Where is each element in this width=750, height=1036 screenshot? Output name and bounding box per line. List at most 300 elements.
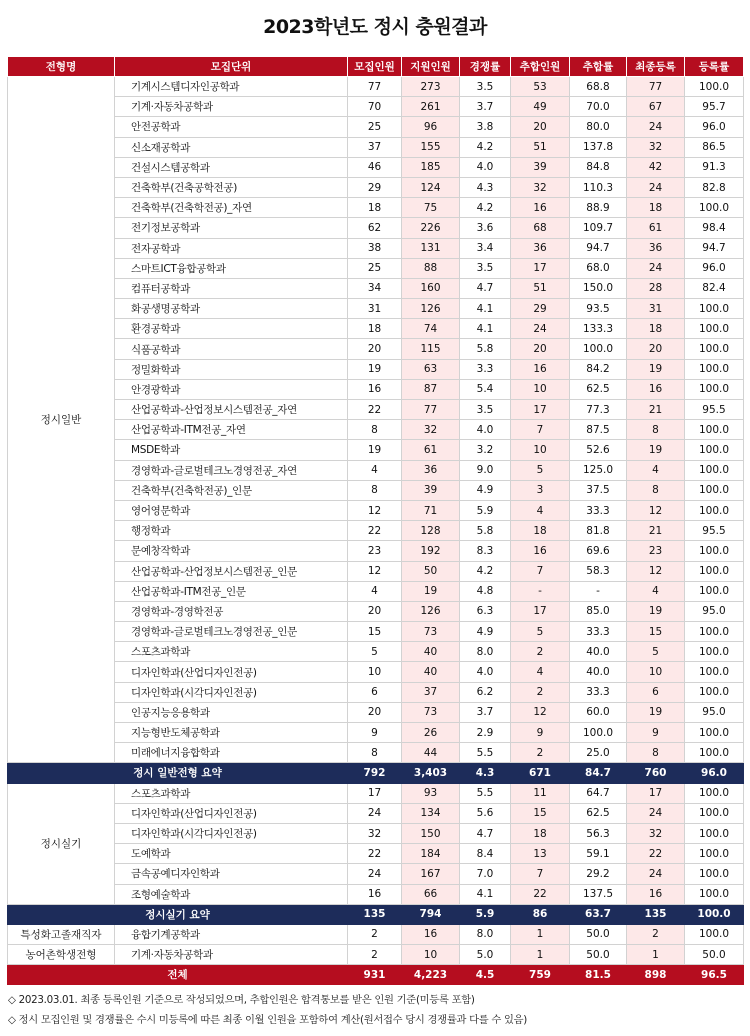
- summary-value: 760: [627, 763, 685, 783]
- unit-name-cell: 지능형반도체공학과: [115, 723, 348, 743]
- value-cell: 63: [402, 359, 460, 379]
- value-cell: 5: [511, 622, 570, 642]
- value-cell: 32: [348, 823, 402, 843]
- value-cell: 19: [627, 440, 685, 460]
- value-cell: 4.2: [460, 561, 511, 581]
- value-cell: 31: [348, 299, 402, 319]
- value-cell: 18: [627, 198, 685, 218]
- unit-name-cell: 컴퓨터공학과: [115, 278, 348, 298]
- value-cell: 60.0: [570, 702, 627, 722]
- value-cell: 64.7: [570, 783, 627, 803]
- value-cell: 2.9: [460, 723, 511, 743]
- table-row: [8, 379, 744, 399]
- value-cell: 100.0: [685, 803, 744, 823]
- unit-name-cell: 경영학과-경영학전공: [115, 601, 348, 621]
- total-value: 96.5: [685, 965, 744, 985]
- value-cell: 126: [402, 601, 460, 621]
- value-cell: 137.8: [570, 137, 627, 157]
- value-cell: 100.0: [685, 884, 744, 904]
- value-cell: 124: [402, 177, 460, 197]
- value-cell: 37: [402, 682, 460, 702]
- unit-name-cell: 전기정보공학과: [115, 218, 348, 238]
- value-cell: 26: [402, 723, 460, 743]
- value-cell: 84.8: [570, 157, 627, 177]
- value-cell: 3.4: [460, 238, 511, 258]
- unit-name-cell: 건축학부(건축공학전공): [115, 177, 348, 197]
- value-cell: 100.0: [685, 844, 744, 864]
- value-cell: 10: [348, 662, 402, 682]
- value-cell: 3.5: [460, 77, 511, 97]
- table-row: [8, 702, 744, 722]
- value-cell: 19: [627, 601, 685, 621]
- value-cell: 2: [627, 924, 685, 944]
- value-cell: 6.2: [460, 682, 511, 702]
- value-cell: 20: [511, 339, 570, 359]
- value-cell: 95.5: [685, 521, 744, 541]
- value-cell: 5: [511, 460, 570, 480]
- value-cell: 8: [348, 420, 402, 440]
- table-row: [8, 117, 744, 137]
- value-cell: 71: [402, 500, 460, 520]
- value-cell: 4.1: [460, 319, 511, 339]
- value-cell: 100.0: [685, 662, 744, 682]
- value-cell: 100.0: [685, 642, 744, 662]
- value-cell: 18: [627, 319, 685, 339]
- value-cell: 4.9: [460, 622, 511, 642]
- value-cell: 24: [627, 864, 685, 884]
- table-row: [8, 682, 744, 702]
- value-cell: 19: [627, 359, 685, 379]
- value-cell: 6: [627, 682, 685, 702]
- value-cell: 3.7: [460, 97, 511, 117]
- unit-name-cell: 안경광학과: [115, 379, 348, 399]
- value-cell: 62.5: [570, 803, 627, 823]
- value-cell: 137.5: [570, 884, 627, 904]
- value-cell: 17: [511, 601, 570, 621]
- value-cell: 39: [402, 480, 460, 500]
- value-cell: 4.1: [460, 884, 511, 904]
- value-cell: 226: [402, 218, 460, 238]
- value-cell: 4.7: [460, 278, 511, 298]
- value-cell: 167: [402, 864, 460, 884]
- value-cell: 9: [511, 723, 570, 743]
- unit-name-cell: 영어영문학과: [115, 500, 348, 520]
- value-cell: 82.8: [685, 177, 744, 197]
- table-row: [8, 924, 744, 944]
- table-row: [8, 521, 744, 541]
- value-cell: 12: [348, 561, 402, 581]
- value-cell: 4.7: [460, 823, 511, 843]
- value-cell: 59.1: [570, 844, 627, 864]
- value-cell: 29: [511, 299, 570, 319]
- value-cell: 22: [511, 884, 570, 904]
- column-header: 전형명: [8, 57, 115, 77]
- value-cell: 3.3: [460, 359, 511, 379]
- value-cell: 40.0: [570, 662, 627, 682]
- summary-label: 정시 일반전형 요약: [8, 763, 348, 783]
- unit-name-cell: 산업공학과-ITM전공_인문: [115, 581, 348, 601]
- total-value: 759: [511, 965, 570, 985]
- value-cell: 16: [627, 884, 685, 904]
- table-row: [8, 723, 744, 743]
- value-cell: 8.0: [460, 924, 511, 944]
- unit-name-cell: 디자인학과(시각디자인전공): [115, 682, 348, 702]
- value-cell: 4.1: [460, 299, 511, 319]
- value-cell: 22: [348, 400, 402, 420]
- value-cell: 20: [348, 702, 402, 722]
- value-cell: 38: [348, 238, 402, 258]
- value-cell: 24: [348, 803, 402, 823]
- value-cell: 31: [627, 299, 685, 319]
- table-row: [8, 823, 744, 843]
- value-cell: 9.0: [460, 460, 511, 480]
- table-row: [8, 258, 744, 278]
- category-cell: 특성화고졸재직자: [8, 924, 115, 944]
- value-cell: 15: [627, 622, 685, 642]
- total-row: [8, 965, 744, 985]
- value-cell: 4.0: [460, 662, 511, 682]
- unit-name-cell: 디자인학과(시각디자인전공): [115, 823, 348, 843]
- value-cell: 100.0: [570, 339, 627, 359]
- total-value: 81.5: [570, 965, 627, 985]
- value-cell: 32: [402, 420, 460, 440]
- value-cell: 8: [627, 480, 685, 500]
- value-cell: 100.0: [685, 622, 744, 642]
- unit-name-cell: 산업공학과-산업정보시스템전공_인문: [115, 561, 348, 581]
- value-cell: 16: [511, 198, 570, 218]
- value-cell: 1: [627, 945, 685, 965]
- table-row: [8, 238, 744, 258]
- value-cell: 93: [402, 783, 460, 803]
- value-cell: 3: [511, 480, 570, 500]
- value-cell: -: [570, 581, 627, 601]
- value-cell: 5.4: [460, 379, 511, 399]
- column-header: 모집인원: [348, 57, 402, 77]
- value-cell: 100.0: [685, 440, 744, 460]
- table-row: [8, 157, 744, 177]
- table-row: [8, 743, 744, 763]
- value-cell: 4.0: [460, 420, 511, 440]
- table-row: [8, 945, 744, 965]
- value-cell: 68.0: [570, 258, 627, 278]
- value-cell: 2: [348, 945, 402, 965]
- value-cell: 10: [402, 945, 460, 965]
- unit-name-cell: 건축학부(건축학전공)_인문: [115, 480, 348, 500]
- value-cell: 22: [348, 844, 402, 864]
- column-header: 추합인원: [511, 57, 570, 77]
- value-cell: 25: [348, 117, 402, 137]
- value-cell: 58.3: [570, 561, 627, 581]
- summary-row: [8, 763, 744, 783]
- table-row: [8, 400, 744, 420]
- unit-name-cell: 건축학부(건축학전공)_자연: [115, 198, 348, 218]
- table-row: [8, 884, 744, 904]
- value-cell: 85.0: [570, 601, 627, 621]
- value-cell: 133.3: [570, 319, 627, 339]
- value-cell: 3.7: [460, 702, 511, 722]
- unit-name-cell: 조형예술학과: [115, 884, 348, 904]
- value-cell: 16: [402, 924, 460, 944]
- total-value: 898: [627, 965, 685, 985]
- value-cell: 84.2: [570, 359, 627, 379]
- summary-value: 4.3: [460, 763, 511, 783]
- value-cell: 6: [348, 682, 402, 702]
- total-value: 4,223: [402, 965, 460, 985]
- value-cell: 100.0: [685, 460, 744, 480]
- value-cell: 2: [511, 743, 570, 763]
- table-row: [8, 864, 744, 884]
- footnote: ◇ 정시 모집인원 및 경쟁률은 수시 미등록에 따른 최종 이월 인원을 포함하여 계산(원서접수 당시 경쟁률과 다를 수 있음): [8, 1014, 527, 1026]
- summary-row: [8, 904, 744, 924]
- summary-value: 135: [627, 904, 685, 924]
- table-row: [8, 561, 744, 581]
- value-cell: 2: [511, 682, 570, 702]
- value-cell: 74: [402, 319, 460, 339]
- unit-name-cell: 경영학과-글로벌테크노경영전공_자연: [115, 460, 348, 480]
- category-cell: 정시일반: [8, 77, 115, 763]
- value-cell: 42: [627, 157, 685, 177]
- value-cell: 4.2: [460, 198, 511, 218]
- value-cell: 24: [627, 177, 685, 197]
- summary-label: 정시실기 요약: [8, 904, 348, 924]
- table-body: [8, 77, 744, 985]
- value-cell: 23: [627, 541, 685, 561]
- value-cell: 3.8: [460, 117, 511, 137]
- value-cell: 4: [627, 581, 685, 601]
- value-cell: 125.0: [570, 460, 627, 480]
- table-row: [8, 218, 744, 238]
- value-cell: 4: [627, 460, 685, 480]
- value-cell: 18: [511, 823, 570, 843]
- value-cell: 73: [402, 622, 460, 642]
- value-cell: 7: [511, 420, 570, 440]
- summary-value: 3,403: [402, 763, 460, 783]
- unit-name-cell: 문예창작학과: [115, 541, 348, 561]
- value-cell: 16: [511, 541, 570, 561]
- value-cell: 100.0: [685, 561, 744, 581]
- value-cell: 77: [402, 400, 460, 420]
- value-cell: 68: [511, 218, 570, 238]
- column-header: 모집단위: [115, 57, 348, 77]
- value-cell: 94.7: [570, 238, 627, 258]
- summary-value: 84.7: [570, 763, 627, 783]
- value-cell: 100.0: [685, 77, 744, 97]
- value-cell: 67: [627, 97, 685, 117]
- value-cell: 77: [627, 77, 685, 97]
- unit-name-cell: 행정학과: [115, 521, 348, 541]
- value-cell: 24: [627, 258, 685, 278]
- value-cell: 24: [511, 319, 570, 339]
- value-cell: 94.7: [685, 238, 744, 258]
- value-cell: 19: [348, 440, 402, 460]
- summary-value: 794: [402, 904, 460, 924]
- table-row: [8, 601, 744, 621]
- value-cell: 8: [348, 480, 402, 500]
- unit-name-cell: 스포츠과학과: [115, 642, 348, 662]
- value-cell: 18: [511, 521, 570, 541]
- value-cell: 50: [402, 561, 460, 581]
- value-cell: 192: [402, 541, 460, 561]
- unit-name-cell: 화공생명공학과: [115, 299, 348, 319]
- value-cell: 13: [511, 844, 570, 864]
- value-cell: 17: [348, 783, 402, 803]
- page-title: 2023학년도 정시 충원결과: [263, 16, 487, 38]
- value-cell: 100.0: [685, 743, 744, 763]
- value-cell: 12: [511, 702, 570, 722]
- value-cell: 70.0: [570, 97, 627, 117]
- value-cell: 115: [402, 339, 460, 359]
- table-header-row: [8, 57, 744, 77]
- value-cell: 100.0: [685, 420, 744, 440]
- unit-name-cell: 융합기계공학과: [115, 924, 348, 944]
- value-cell: 100.0: [685, 723, 744, 743]
- value-cell: 100.0: [685, 319, 744, 339]
- table-row: [8, 500, 744, 520]
- value-cell: 39: [511, 157, 570, 177]
- value-cell: 3.5: [460, 400, 511, 420]
- value-cell: 5.8: [460, 521, 511, 541]
- value-cell: 131: [402, 238, 460, 258]
- value-cell: 16: [348, 884, 402, 904]
- value-cell: 100.0: [685, 198, 744, 218]
- value-cell: 12: [627, 561, 685, 581]
- value-cell: 100.0: [685, 299, 744, 319]
- value-cell: 82.4: [685, 278, 744, 298]
- unit-name-cell: 건설시스템공학과: [115, 157, 348, 177]
- value-cell: 273: [402, 77, 460, 97]
- unit-name-cell: 인공지능응용학과: [115, 702, 348, 722]
- value-cell: 88.9: [570, 198, 627, 218]
- value-cell: 21: [627, 400, 685, 420]
- value-cell: 77: [348, 77, 402, 97]
- unit-name-cell: 도예학과: [115, 844, 348, 864]
- value-cell: 80.0: [570, 117, 627, 137]
- summary-value: 135: [348, 904, 402, 924]
- value-cell: 20: [627, 339, 685, 359]
- value-cell: 9: [627, 723, 685, 743]
- value-cell: 109.7: [570, 218, 627, 238]
- value-cell: 17: [627, 783, 685, 803]
- unit-name-cell: 환경공학과: [115, 319, 348, 339]
- value-cell: 18: [348, 198, 402, 218]
- value-cell: 100.0: [570, 723, 627, 743]
- value-cell: 46: [348, 157, 402, 177]
- value-cell: 15: [348, 622, 402, 642]
- value-cell: 23: [348, 541, 402, 561]
- results-table: [7, 56, 744, 985]
- value-cell: 73: [402, 702, 460, 722]
- value-cell: 51: [511, 278, 570, 298]
- value-cell: 19: [402, 581, 460, 601]
- value-cell: 66: [402, 884, 460, 904]
- value-cell: 22: [627, 844, 685, 864]
- value-cell: 36: [511, 238, 570, 258]
- value-cell: 100.0: [685, 924, 744, 944]
- value-cell: 4.3: [460, 177, 511, 197]
- value-cell: 36: [627, 238, 685, 258]
- unit-name-cell: 안전공학과: [115, 117, 348, 137]
- value-cell: 100.0: [685, 379, 744, 399]
- value-cell: 21: [627, 521, 685, 541]
- value-cell: 8: [348, 743, 402, 763]
- value-cell: 9: [348, 723, 402, 743]
- value-cell: 1: [511, 924, 570, 944]
- summary-value: 63.7: [570, 904, 627, 924]
- unit-name-cell: 미래에너지융합학과: [115, 743, 348, 763]
- value-cell: 95.0: [685, 702, 744, 722]
- value-cell: 93.5: [570, 299, 627, 319]
- value-cell: 75: [402, 198, 460, 218]
- table-row: [8, 803, 744, 823]
- value-cell: 50.0: [685, 945, 744, 965]
- footnote: ◇ 2023.03.01. 최종 등록인원 기준으로 작성되었으며, 추합인원은 합격통보를 받은 인원 기준(미등록 포함): [8, 994, 475, 1006]
- unit-name-cell: 기계·자동차공학과: [115, 97, 348, 117]
- value-cell: 36: [402, 460, 460, 480]
- value-cell: 37: [348, 137, 402, 157]
- value-cell: 40.0: [570, 642, 627, 662]
- value-cell: 91.3: [685, 157, 744, 177]
- unit-name-cell: 경영학과-글로벌테크노경영전공_인문: [115, 622, 348, 642]
- value-cell: 17: [511, 400, 570, 420]
- summary-value: 5.9: [460, 904, 511, 924]
- value-cell: 20: [348, 339, 402, 359]
- value-cell: 160: [402, 278, 460, 298]
- summary-value: 86: [511, 904, 570, 924]
- value-cell: 4: [348, 581, 402, 601]
- value-cell: 185: [402, 157, 460, 177]
- value-cell: 110.3: [570, 177, 627, 197]
- value-cell: 10: [511, 440, 570, 460]
- value-cell: 12: [627, 500, 685, 520]
- summary-value: 671: [511, 763, 570, 783]
- value-cell: 5: [348, 642, 402, 662]
- value-cell: 22: [348, 521, 402, 541]
- value-cell: 24: [627, 117, 685, 137]
- value-cell: 37.5: [570, 480, 627, 500]
- value-cell: 33.3: [570, 682, 627, 702]
- value-cell: 5.5: [460, 743, 511, 763]
- value-cell: 8.0: [460, 642, 511, 662]
- value-cell: 56.3: [570, 823, 627, 843]
- summary-value: 100.0: [685, 904, 744, 924]
- value-cell: 17: [511, 258, 570, 278]
- total-label: 전체: [8, 965, 348, 985]
- column-header: 추합률: [570, 57, 627, 77]
- value-cell: 134: [402, 803, 460, 823]
- value-cell: 10: [511, 379, 570, 399]
- value-cell: 19: [627, 702, 685, 722]
- value-cell: 98.4: [685, 218, 744, 238]
- value-cell: 70: [348, 97, 402, 117]
- value-cell: 1: [511, 945, 570, 965]
- table-row: [8, 460, 744, 480]
- value-cell: 4: [511, 662, 570, 682]
- value-cell: 3.6: [460, 218, 511, 238]
- summary-value: 96.0: [685, 763, 744, 783]
- value-cell: 8: [627, 420, 685, 440]
- value-cell: 40: [402, 642, 460, 662]
- unit-name-cell: 산업공학과-ITM전공_자연: [115, 420, 348, 440]
- value-cell: 61: [402, 440, 460, 460]
- value-cell: 4.0: [460, 157, 511, 177]
- value-cell: 29: [348, 177, 402, 197]
- value-cell: 100.0: [685, 480, 744, 500]
- unit-name-cell: 기계시스템디자인공학과: [115, 77, 348, 97]
- value-cell: 4.2: [460, 137, 511, 157]
- unit-name-cell: 디자인학과(산업디자인전공): [115, 662, 348, 682]
- unit-name-cell: 산업공학과-산업정보시스템전공_자연: [115, 400, 348, 420]
- table-row: [8, 278, 744, 298]
